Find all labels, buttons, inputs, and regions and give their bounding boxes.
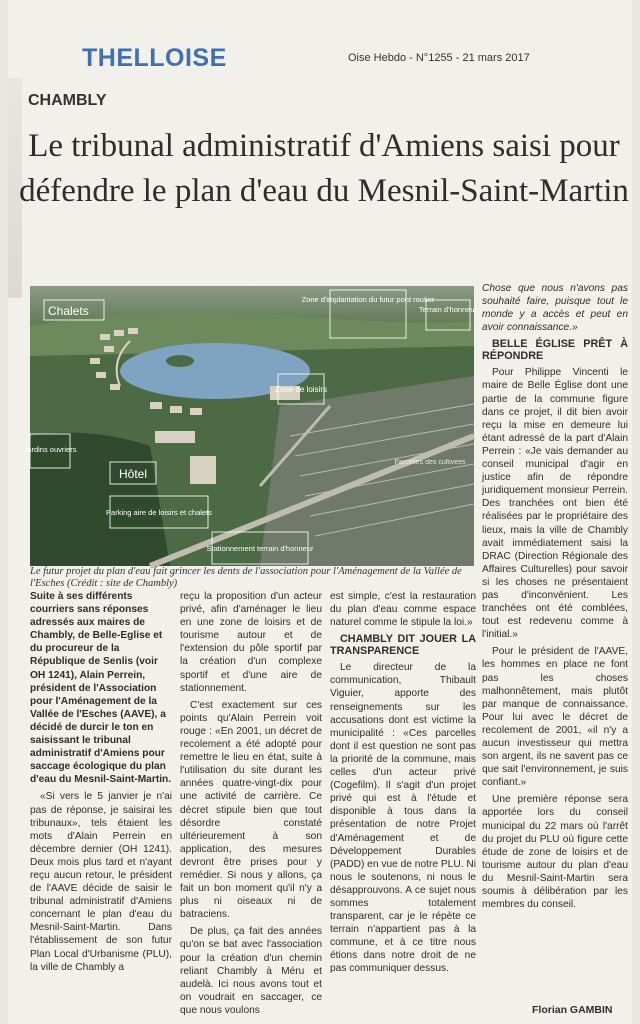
article-town: CHAMBLY [28,92,107,109]
label-zone-loisirs: Zone de loisirs [274,385,328,394]
label-terrain-honneur: Terrain d'honneur [418,305,478,314]
paragraph: Pour le président de l'AAVE, les hommes en place ne font pas les choses malhonnêtement, mais plutôt par manque de connaissance. Pour lui avec le décret de recolement de 2001, «il n'y a aucun investisseur qui mettra son argent, ils ne savent pas ce que sait l'environnement, je suis confiant.» [482,646,628,789]
article-headline: Le tribunal administratif d'Amiens saisi pour défendre le plan d'eau du Mesnil-Saint-Martin [19,128,629,209]
paragraph: est simple, c'est la restauration du plan d'eau comme espace naturel comme le stipule la loi.» [330,591,476,629]
publication-source: Oise Hebdo - N°1255 - 21 mars 2017 [348,52,530,64]
subheading-belle-eglise: BELLE ÉGLISE PRÊT À RÉPONDRE [482,338,628,363]
label-parking-aire: Parking aire de loisirs et chalets [106,508,212,517]
label-stationnement: Stationnement terrain d'honneur [206,544,314,553]
paragraph: Une première réponse sera apportée lors du conseil municipal du 22 mars où l'arrêt du projet du PLU où figure cette étude de zone de loisirs et de tourisme autour du plan d'eau du Mesnil-Saint-Martin sera soumis à délibération par les membres du conseil. [482,794,628,911]
aerial-project-photo [23,286,478,566]
paragraph: reçu la proposition d'un acteur privé, afin d'aménager le lieu en une zone de loisirs et de tourisme autour et de l'extension du pôle sportif par la création d'un complexe sportif et d'une aire de stationnement. [180,591,322,694]
newspaper-page [8,0,632,1024]
label-jardins: Jardins ouvriers [23,445,77,454]
paragraph: Chose que nous n'avons pas souhaité faire, puisque tout le monde y a accès et peut en avoir connaissance.» [482,283,628,334]
section-rubric: THELLOISE [82,44,227,72]
label-hotel: Hôtel [118,467,148,481]
label-zone-implantation: Zone d'implantation du futur pont routier [301,295,435,304]
paragraph: C'est exactement sur ces points qu'Alain Perrein voit rouge : «En 2001, un décret de recolement a été adopté pour remettre le lieu en état, suite à l'utilisation du site durant les années quatre-vingt-dix pour une activité de carrière. Ce décret stipule bien que tout désordre constaté ultérieurement à son application, des mesures devront être prises pour y remédier. Si nous y allons, ça fait un bon moment qu'il n'y a plus ni oiseaux ni de batraciens. [180,699,322,921]
paragraph: «Si vers le 5 janvier je n'ai pas de réponse, je saisirai les tribunaux», tels étaient les mots d'Alain Perrein en décembre dernier (OH 1241). Deux mois plus tard et n'ayant reçu aucun retour, le président de l'AAVE décide de saisir le tribunal administratif d'Amiens concernant le plan d'eau du Mesnil-Saint-Martin. Dans l'établissement de son futur Plan Local d'Urbanisme (PLU), la ville de Chambly a [30,791,172,973]
author-byline: Florian GAMBIN [532,1004,613,1016]
article-column-3 [330,590,476,980]
paragraph: Le directeur de la communication, Thibault Viguier, apporte des renseignements sur les accusations dont est victime la municipalité : «Ces parcelles dont il est question ne sont pas la priorité de la commune, mais celles d'un acteur privé (Cogefilm). Il s'agit d'un projet privé qui est à l'étude et disponible à tous dans la présentation de notre Projet d'Aménagement et de Développement Durables (PADD) en vue de notre PLU. Ni nous le soutenons, ni nous le désapprouvons. A ce sujet nous sommes totalement transparent, car je le répète ce terrain n'appartient pas à la commune, et à ce titre nous étions dans notre droit de ne pas communiquer dessus. [330,662,476,975]
label-parcelles: Parcelles des cultivées [394,459,466,466]
label-chalets: Chalets [48,304,89,318]
photo-caption: Le futur projet du plan d'eau fait grincer les dents de l'association pour l'Aménagement de la Vallée de l'Esches (Crédit : site de Chambly) [30,566,462,589]
paragraph: De plus, ça fait des années qu'on se bat avec l'association pour la création d'un chemin reliant Chambly à Méru et audelà. Ici nous avons tout et on voudrait en saccager, ce que nous voulons [180,926,322,1016]
paragraph: Pour Philippe Vincenti le maire de Belle Église dont une partie de la commune figure dans ce projet, il dit bien avoir reçu la mise en demeure lui étant adressé de la part d'Alain Perrein : «Je vais demander au conseil municipal d'agir en justice afin de répondre juridiquement monsieur Perrein. Des tranchées ont bien été réalisées par le propriétaire des lieux, mais la ville de Chambly avait immédiatement saisi la DRAC (Direction Régionale des Affaires Culturelles) pour savoir si les choses ne présentaient pas d'inconvénient. Les tranchées ont été comblées, tout est redevenu comme à l'initial.» [482,367,628,641]
article-column-2 [180,590,322,1021]
article-lead: Suite à ses différents courriers sans réponses adressés aux maires de Chambly, de Belle-Eglise et du procureur de la République de Senlis (voir OH 1241), Alain Perrein, président de l'Association pour l'Aménagement de la Vallée de l'Esches (AAVE), a décidé de durcir le ton en saisissant le tribunal administratif d'Amiens pour saccage écologique du plan d'eau du Mesnil-Saint-Martin. [30,591,172,786]
article-column-1 [30,590,172,978]
article-column-4 [482,282,628,915]
subheading-transparence: CHAMBLY DIT JOUER LA TRANSPARENCE [330,633,476,658]
